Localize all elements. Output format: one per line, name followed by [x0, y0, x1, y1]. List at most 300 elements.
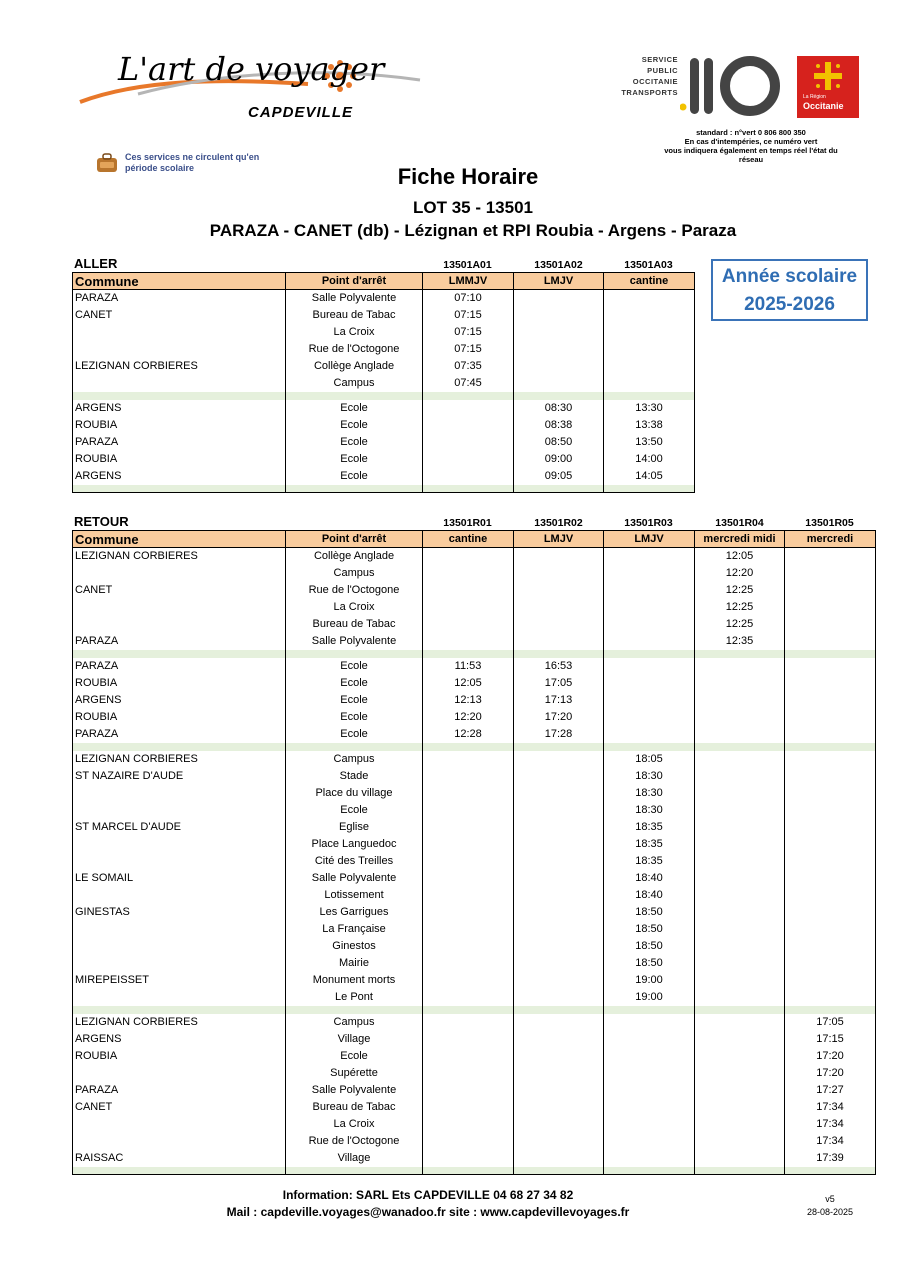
table-row — [73, 1065, 876, 1082]
commune-cell: LEZIGNAN CORBIERES — [73, 1014, 286, 1031]
lio-logo — [612, 52, 787, 118]
time-cell — [423, 955, 514, 972]
commune-cell: LE SOMAIL — [73, 870, 286, 887]
table-row — [73, 1099, 876, 1116]
time-cell — [423, 1014, 514, 1031]
time-cell — [423, 582, 514, 599]
time-cell: 17:20 — [785, 1048, 876, 1065]
standard-line: vous indiquera également en temps réel l'état du — [664, 146, 838, 155]
table-row — [73, 972, 876, 989]
commune-cell: ROUBIA — [73, 451, 286, 468]
time-cell — [423, 616, 514, 633]
lio-line: TRANSPORTS — [621, 88, 678, 97]
separator-cell — [423, 1006, 514, 1014]
time-cell: 12:25 — [695, 582, 785, 599]
time-cell — [514, 836, 604, 853]
time-cell: 18:50 — [604, 955, 695, 972]
commune-cell — [73, 938, 286, 955]
separator-cell — [604, 650, 695, 658]
days-header: mercredi midi — [695, 531, 785, 548]
time-cell — [423, 548, 514, 565]
time-cell — [785, 658, 876, 675]
stop-cell: Ecole — [286, 434, 423, 451]
table-row — [73, 1014, 876, 1031]
table-row — [73, 785, 876, 802]
stop-cell: Ecole — [286, 451, 423, 468]
route-title: PARAZA - CANET (db) - Lézignan et RPI Roubia - Argens - Paraza — [209, 221, 737, 240]
commune-cell: GINESTAS — [73, 904, 286, 921]
time-cell — [604, 582, 695, 599]
commune-cell: PARAZA — [73, 434, 286, 451]
column-header-row — [73, 531, 876, 548]
separator-cell — [785, 743, 876, 751]
stop-cell: Rue de l'Octogone — [286, 582, 423, 599]
time-cell — [695, 1150, 785, 1167]
time-cell: 17:05 — [514, 675, 604, 692]
table-row — [73, 692, 876, 709]
time-cell: 17:28 — [514, 726, 604, 743]
group-separator — [73, 1167, 876, 1175]
time-cell — [604, 633, 695, 650]
table-row — [73, 887, 876, 904]
time-cell — [514, 1099, 604, 1116]
lio-line: SERVICE — [641, 55, 678, 64]
stop-cell: Bureau de Tabac — [286, 1099, 423, 1116]
time-cell — [514, 972, 604, 989]
table-row — [73, 565, 876, 582]
time-cell — [695, 1065, 785, 1082]
table-row — [73, 434, 695, 451]
time-cell — [785, 853, 876, 870]
table-row — [73, 726, 876, 743]
time-cell — [785, 633, 876, 650]
separator-cell — [423, 1167, 514, 1175]
time-cell — [514, 375, 604, 392]
logo-brand-text: CAPDEVILLE — [248, 104, 354, 121]
stop-header: Point d'arrêt — [286, 531, 423, 548]
table-row — [73, 400, 695, 417]
time-cell — [695, 1082, 785, 1099]
time-cell — [604, 1048, 695, 1065]
time-cell — [785, 709, 876, 726]
stop-cell: Campus — [286, 375, 423, 392]
time-cell: 18:35 — [604, 836, 695, 853]
time-cell — [423, 751, 514, 768]
time-cell — [514, 307, 604, 324]
days-header: cantine — [423, 531, 514, 548]
time-cell — [604, 1014, 695, 1031]
time-cell — [514, 616, 604, 633]
page-title: Fiche Horaire — [397, 164, 539, 189]
time-cell — [695, 870, 785, 887]
separator-cell — [73, 1167, 286, 1175]
time-cell — [514, 802, 604, 819]
separator-cell — [423, 650, 514, 658]
occitan-cross-icon — [797, 58, 859, 98]
time-cell — [423, 1116, 514, 1133]
time-cell: 19:00 — [604, 972, 695, 989]
separator-cell — [514, 1167, 604, 1175]
stop-cell: Ecole — [286, 802, 423, 819]
time-cell — [514, 768, 604, 785]
time-cell — [514, 341, 604, 358]
time-cell — [695, 1133, 785, 1150]
time-cell — [695, 802, 785, 819]
commune-cell: ST NAZAIRE D'AUDE — [73, 768, 286, 785]
lot-title: LOT 35 - 13501 — [412, 198, 533, 217]
table-row — [73, 451, 695, 468]
commune-cell: ROUBIA — [73, 675, 286, 692]
time-cell: 07:15 — [423, 324, 514, 341]
table-row — [73, 375, 695, 392]
trip-code: 13501R01 — [443, 517, 492, 529]
trip-code: 13501A03 — [624, 259, 673, 271]
stop-header: Point d'arrêt — [286, 273, 423, 290]
time-cell — [514, 751, 604, 768]
time-cell: 18:35 — [604, 853, 695, 870]
stop-cell: Monument morts — [286, 972, 423, 989]
aller-label: ALLER — [74, 256, 118, 271]
group-separator — [73, 743, 876, 751]
table-row — [73, 290, 695, 307]
time-cell — [604, 726, 695, 743]
time-cell — [423, 400, 514, 417]
separator-cell — [604, 392, 695, 400]
time-cell — [785, 819, 876, 836]
table-row — [73, 599, 876, 616]
time-cell — [514, 1082, 604, 1099]
stop-cell: Campus — [286, 1014, 423, 1031]
days-header: LMMJV — [423, 273, 514, 290]
time-cell — [423, 836, 514, 853]
commune-cell: CANET — [73, 307, 286, 324]
time-cell — [423, 468, 514, 485]
time-cell — [604, 1065, 695, 1082]
time-cell — [785, 675, 876, 692]
separator-cell — [286, 650, 423, 658]
stop-cell: Rue de l'Octogone — [286, 1133, 423, 1150]
table-row — [73, 675, 876, 692]
commune-cell: ROUBIA — [73, 709, 286, 726]
stop-cell: Ecole — [286, 400, 423, 417]
time-cell — [695, 768, 785, 785]
time-cell: 16:53 — [514, 658, 604, 675]
time-cell — [604, 548, 695, 565]
stop-cell: Salle Polyvalente — [286, 870, 423, 887]
commune-cell: LEZIGNAN CORBIERES — [73, 358, 286, 375]
occitanie-region-logo — [797, 56, 859, 118]
table-row — [73, 1031, 876, 1048]
time-cell: 19:00 — [604, 989, 695, 1006]
time-cell — [514, 599, 604, 616]
commune-cell: ARGENS — [73, 1031, 286, 1048]
time-cell — [604, 1116, 695, 1133]
separator-cell — [286, 392, 423, 400]
time-cell — [785, 989, 876, 1006]
time-cell — [423, 972, 514, 989]
table-row — [73, 853, 876, 870]
table-row — [73, 1082, 876, 1099]
time-cell: 12:05 — [695, 548, 785, 565]
separator-cell — [286, 743, 423, 751]
time-cell — [695, 1014, 785, 1031]
time-cell — [514, 1133, 604, 1150]
time-cell — [514, 870, 604, 887]
stop-cell: Eglise — [286, 819, 423, 836]
time-cell: 17:34 — [785, 1099, 876, 1116]
stop-cell: Village — [286, 1031, 423, 1048]
time-cell: 12:25 — [695, 616, 785, 633]
time-cell: 18:05 — [604, 751, 695, 768]
separator-cell — [286, 1006, 423, 1014]
time-cell: 18:30 — [604, 768, 695, 785]
time-cell: 14:05 — [604, 468, 695, 485]
stop-cell: Ecole — [286, 726, 423, 743]
time-cell — [604, 324, 695, 341]
time-cell: 17:13 — [514, 692, 604, 709]
time-cell — [514, 582, 604, 599]
separator-cell — [514, 1006, 604, 1014]
time-cell — [695, 709, 785, 726]
time-cell — [423, 989, 514, 1006]
separator-cell — [73, 392, 286, 400]
time-cell: 07:15 — [423, 341, 514, 358]
time-cell: 11:53 — [423, 658, 514, 675]
time-cell — [695, 972, 785, 989]
time-cell — [514, 1048, 604, 1065]
time-cell — [423, 938, 514, 955]
separator-cell — [73, 650, 286, 658]
time-cell: 08:38 — [514, 417, 604, 434]
stop-cell: Rue de l'Octogone — [286, 341, 423, 358]
time-cell — [423, 819, 514, 836]
separator-cell — [785, 650, 876, 658]
footer-version — [790, 1193, 870, 1219]
separator-cell — [604, 1167, 695, 1175]
lio-text — [612, 54, 678, 98]
time-cell — [514, 565, 604, 582]
time-cell — [604, 1150, 695, 1167]
stop-cell: Ecole — [286, 709, 423, 726]
time-cell — [785, 599, 876, 616]
commune-cell — [73, 1116, 286, 1133]
commune-cell: PARAZA — [73, 1082, 286, 1099]
time-cell — [514, 955, 604, 972]
commune-cell: LEZIGNAN CORBIERES — [73, 751, 286, 768]
time-cell — [785, 904, 876, 921]
stop-cell: Supérette — [286, 1065, 423, 1082]
time-cell: 17:20 — [514, 709, 604, 726]
standard-line: En cas d'intempéries, ce numéro vert — [684, 137, 818, 146]
time-cell — [423, 633, 514, 650]
time-cell — [785, 938, 876, 955]
stop-cell: Collège Anglade — [286, 358, 423, 375]
separator-cell — [423, 392, 514, 400]
time-cell: 09:05 — [514, 468, 604, 485]
commune-cell — [73, 375, 286, 392]
time-cell — [423, 870, 514, 887]
time-cell — [514, 989, 604, 1006]
time-cell — [514, 887, 604, 904]
table-row — [73, 307, 695, 324]
time-cell — [423, 1065, 514, 1082]
school-year-label: Année scolaire — [721, 266, 858, 287]
commune-cell — [73, 599, 286, 616]
commune-cell: ST MARCEL D'AUDE — [73, 819, 286, 836]
time-cell — [514, 1031, 604, 1048]
table-row — [73, 938, 876, 955]
time-cell — [604, 692, 695, 709]
time-cell — [514, 904, 604, 921]
table-row — [73, 802, 876, 819]
time-cell: 17:15 — [785, 1031, 876, 1048]
time-cell — [695, 938, 785, 955]
time-cell: 12:20 — [423, 709, 514, 726]
commune-cell: ROUBIA — [73, 417, 286, 434]
time-cell — [423, 768, 514, 785]
retour-schedule — [72, 514, 876, 1175]
stop-cell: Ecole — [286, 468, 423, 485]
time-cell: 12:13 — [423, 692, 514, 709]
trip-code: 13501A01 — [443, 259, 492, 271]
commune-cell — [73, 341, 286, 358]
time-cell — [604, 290, 695, 307]
time-cell — [423, 417, 514, 434]
time-cell — [785, 921, 876, 938]
commune-cell: CANET — [73, 582, 286, 599]
commune-cell — [73, 1065, 286, 1082]
time-cell — [695, 658, 785, 675]
commune-cell: RAISSAC — [73, 1150, 286, 1167]
column-header-row — [73, 273, 695, 290]
time-cell: 13:38 — [604, 417, 695, 434]
time-cell — [423, 921, 514, 938]
separator-cell — [785, 1006, 876, 1014]
commune-cell — [73, 1133, 286, 1150]
time-cell: 18:30 — [604, 785, 695, 802]
time-cell: 14:00 — [604, 451, 695, 468]
time-cell: 12:35 — [695, 633, 785, 650]
time-cell — [785, 955, 876, 972]
aller-table — [72, 272, 695, 493]
table-row — [73, 324, 695, 341]
separator-cell — [695, 1167, 785, 1175]
time-cell — [695, 785, 785, 802]
stop-cell: Bureau de Tabac — [286, 616, 423, 633]
trip-code: 13501R04 — [715, 517, 764, 529]
separator-cell — [514, 392, 604, 400]
table-row — [73, 768, 876, 785]
time-cell: 18:40 — [604, 870, 695, 887]
time-cell — [514, 853, 604, 870]
time-cell — [785, 785, 876, 802]
group-separator — [73, 650, 876, 658]
occitanie-big-text: Occitanie — [803, 101, 844, 111]
time-cell: 12:28 — [423, 726, 514, 743]
table-row — [73, 1048, 876, 1065]
table-row — [73, 955, 876, 972]
time-cell: 18:50 — [604, 938, 695, 955]
commune-cell — [73, 921, 286, 938]
commune-cell: ARGENS — [73, 692, 286, 709]
time-cell — [514, 938, 604, 955]
logo-script-text: L'art de voyager — [118, 50, 385, 88]
lio-line: PUBLIC — [647, 66, 678, 75]
time-cell: 07:10 — [423, 290, 514, 307]
time-cell — [604, 565, 695, 582]
commune-cell: MIREPEISSET — [73, 972, 286, 989]
table-row — [73, 819, 876, 836]
time-cell: 18:30 — [604, 802, 695, 819]
time-cell — [423, 599, 514, 616]
table-row — [73, 1150, 876, 1167]
separator-cell — [73, 743, 286, 751]
stop-cell: Ecole — [286, 658, 423, 675]
table-row — [73, 870, 876, 887]
stop-cell: Ecole — [286, 692, 423, 709]
time-cell — [695, 921, 785, 938]
time-cell — [785, 582, 876, 599]
stop-cell: Collège Anglade — [286, 548, 423, 565]
time-cell — [785, 768, 876, 785]
stop-cell: Ecole — [286, 675, 423, 692]
retour-label: RETOUR — [74, 514, 129, 529]
table-row — [73, 1133, 876, 1150]
separator-cell — [423, 743, 514, 751]
footer-info — [0, 1187, 856, 1221]
stop-cell: Ecole — [286, 1048, 423, 1065]
stop-cell: La Croix — [286, 1116, 423, 1133]
time-cell: 07:15 — [423, 307, 514, 324]
time-cell: 18:35 — [604, 819, 695, 836]
time-cell — [514, 1065, 604, 1082]
time-cell — [423, 904, 514, 921]
time-cell: 13:30 — [604, 400, 695, 417]
stop-cell: Salle Polyvalente — [286, 1082, 423, 1099]
time-cell — [423, 1048, 514, 1065]
commune-cell — [73, 955, 286, 972]
footer-company: Information: SARL Ets CAPDEVILLE 04 68 27 34 82 — [282, 1188, 574, 1202]
time-cell — [604, 616, 695, 633]
time-cell: 17:05 — [785, 1014, 876, 1031]
days-header: mercredi — [785, 531, 876, 548]
time-cell: 12:05 — [423, 675, 514, 692]
time-cell — [785, 802, 876, 819]
time-cell — [604, 1031, 695, 1048]
commune-header: Commune — [73, 531, 286, 548]
time-cell — [423, 853, 514, 870]
stop-cell: Les Garrigues — [286, 904, 423, 921]
time-cell — [785, 616, 876, 633]
stop-cell: Stade — [286, 768, 423, 785]
time-cell — [695, 819, 785, 836]
table-row — [73, 417, 695, 434]
table-row — [73, 548, 876, 565]
stop-cell: Campus — [286, 565, 423, 582]
table-row — [73, 616, 876, 633]
time-cell — [514, 1150, 604, 1167]
days-header: LMJV — [514, 531, 604, 548]
commune-cell — [73, 853, 286, 870]
table-row — [73, 358, 695, 375]
table-row — [73, 904, 876, 921]
version-date: 28-08-2025 — [806, 1207, 854, 1217]
separator-cell — [785, 1167, 876, 1175]
time-cell — [695, 1031, 785, 1048]
table-row — [73, 1116, 876, 1133]
time-cell — [695, 726, 785, 743]
separator-cell — [73, 485, 286, 493]
